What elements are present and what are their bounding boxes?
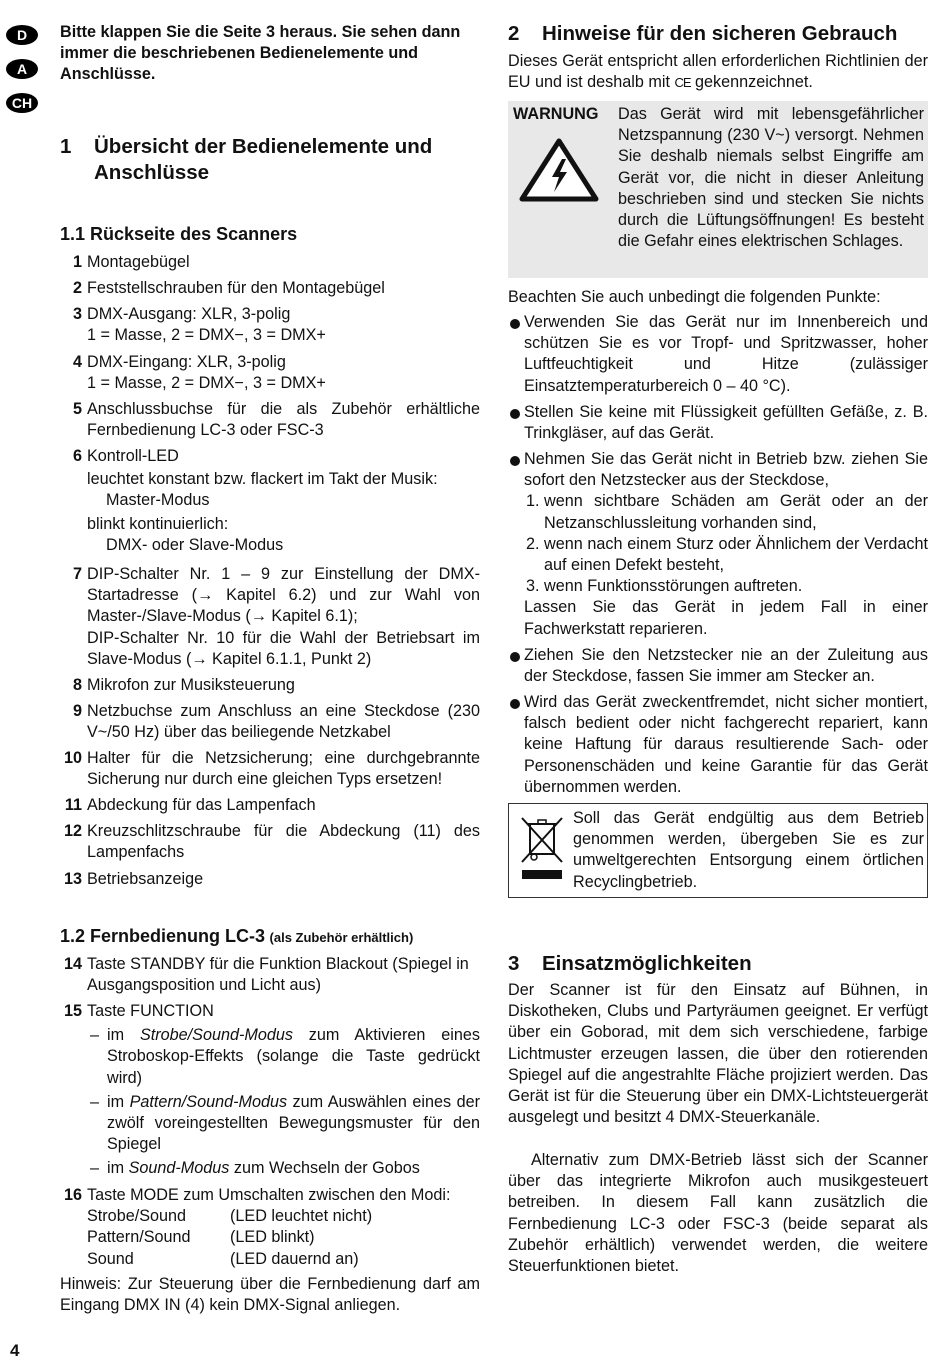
section-3-title: Einsatzmöglichkeiten xyxy=(542,952,752,975)
language-badge-a: A xyxy=(6,59,38,79)
list-item: 9 Netzbuchse zum Anschluss an eine Steckdose (230 V~/50 Hz) über das beiliegende Netzkabel xyxy=(72,702,480,742)
recycling-text: Soll das Gerät endgültig aus dem Betrieb genommen werden, übergeben Sie es zur umweltgerechten Entsorgung einem örtlichen Recyclingbetrieb. xyxy=(573,809,924,891)
list-item: 2 Feststellschrauben für den Montagebügel xyxy=(72,279,385,297)
list-item: 11 Abdeckung für das Lampenfach xyxy=(64,796,316,814)
bullet-item: Nehmen Sie das Gerät nicht in Betrieb bzw. ziehen Sie sofort den Netzstecker aus der Steckdose, 1. wenn sichtbare Schäden am Gerät oder an der Netzanschlussleitung vorhanden sind, 2. wenn nach einem Sturz oder Ähnlichem der Verdacht auf einen Defekt besteht, 3. wenn Funktionsstörungen auftreten. Lassen Sie das Gerät in jedem Fall in einer Fachwerkstatt reparieren. xyxy=(508,449,928,640)
list-item: 16 Taste MODE zum Umschalten zwischen den Modi: Strobe/Sound (LED leuchtet nicht) Pattern/Sound (LED blinkt) Sound (LED dauernd an) xyxy=(63,1186,451,1268)
warning-box xyxy=(508,101,928,278)
subsection-1-2-heading xyxy=(60,924,500,948)
section-2-intro: Dieses Gerät entspricht allen erforderlichen Richtlinien der EU und ist deshalb mit CE gekennzeichnet. xyxy=(508,52,928,92)
section-2-title: Hinweise für den sicheren Gebrauch xyxy=(542,22,898,45)
points-intro: Beachten Sie auch unbedingt die folgenden Punkte: xyxy=(508,288,881,306)
bullet-item: Verwenden Sie das Gerät nur im Innenbereich und schützen Sie es vor Tropf- und Spritzwasser, hoher Luftfeuchtigkeit und Hitze (zulässiger Einsatztemperaturbereich 0 – 40 °C). xyxy=(508,312,928,397)
warning-label: WARNUNG xyxy=(513,105,599,123)
list-item: 13 Betriebsanzeige xyxy=(63,870,204,888)
warning-text: Das Gerät wird mit lebensgefährlicher Netzspannung (230 V~) versorgt. Nehmen Sie deshalb niemals selbst Eingriffe am Gerät vor, die nicht in dieser Anleitung beschrieben sind und stecken Sie nichts durch die Lüftungsöffnungen! Es besteht die Gefahr eines elektrischen Schlages. xyxy=(618,105,924,251)
section-1-title: Übersicht der Bedienelemente und Anschlüsse xyxy=(94,135,433,184)
subsection-1-2-title: 1.2 Fernbedienung LC-3 xyxy=(60,926,266,946)
bullet-item: Ziehen Sie den Netzstecker nie an der Zuleitung aus der Steckdose, fassen Sie immer am Stecker an. xyxy=(508,645,928,687)
list-item: 12 Kreuzschlitzschraube für die Abdeckung (11) des Lampenfachs xyxy=(63,822,480,862)
section-3-paragraph-2: Alternativ zum DMX-Betrieb lässt sich der Scanner über das integrierte Mikrofon auch musikgesteuert betreiben. In diesem Fall kann zusätzlich die Fernbedienung LC-3 oder FSC-3 (beide separat als Zubehör erhältlich) verwendet werden, die weitere Steuerfunktionen bietet. xyxy=(508,1151,928,1276)
bullet-item: Stellen Sie keine mit Flüssigkeit gefüllten Gefäße, z. B. Trinkgläser, auf das Gerät. xyxy=(508,402,928,444)
language-badge-ch: CH xyxy=(6,93,38,113)
list-item: 14 Taste STANDBY für die Funktion Blackout (Spiegel in Ausgangsposition und Licht aus) xyxy=(63,955,469,995)
hint-text: Hinweis: Zur Steuerung über die Fernbedienung darf am Eingang DMX IN (4) kein DMX-Signal anliegen. xyxy=(60,1275,480,1315)
section-1-number: 1 xyxy=(60,135,72,158)
list-item: 5 Anschlussbuchse für die als Zubehör erhältliche Fernbedienung LC-3 oder FSC-3 xyxy=(72,400,480,440)
section-2-heading xyxy=(508,21,928,47)
list-item: 10 Halter für die Netzsicherung; eine durchgebrannte Sicherung nur durch eine gleichen Typs ersetzen! xyxy=(63,749,480,789)
list-item: 1 Montagebügel xyxy=(72,253,190,271)
list-item: 8 Mikrofon zur Musiksteuerung xyxy=(72,676,295,694)
list-item: 3 DMX-Ausgang: XLR, 3-polig 1 = Masse, 2 = DMX−, 3 = DMX+ xyxy=(72,305,326,345)
section-3-heading xyxy=(508,951,928,977)
section-3-paragraph-1: Der Scanner ist für den Einsatz auf Bühnen, in Diskotheken, Clubs und Partyräumen geeignet. Er verfügt über ein Goborad, mit dem sich verschiedene, farbige Lichtmuster erzeugen lassen, die über den rotierenden Spiegel auf die angestrahlte Fläche projiziert werden. Das Gerät ist für die Steuerung über ein DMX-Lichtsteuergerät ausgelegt und besitzt 4 DMX-Steuerkanäle. xyxy=(508,981,928,1127)
subsection-1-2-note: (als Zubehör erhältlich) xyxy=(269,930,414,945)
electric-hazard-icon xyxy=(518,137,600,203)
list-item: 4 DMX-Eingang: XLR, 3-polig 1 = Masse, 2 = DMX−, 3 = DMX+ xyxy=(72,353,326,393)
list-item: 15 Taste FUNCTION – im Strobe/Sound-Modus zum Aktivieren eines Stroboskop-Effekts (solange die Taste gedrückt wird) – im Pattern/Sound-Modus zum Auswählen eines der zwölf voreingestellten Bewegungsmuster für den Spiegel – im Sound-Modus zum Wechseln der Gobos xyxy=(63,1002,481,1178)
list-item: 7 DIP-Schalter Nr. 1 – 9 zur Einstellung der DMX-Startadresse (→ Kapitel 6.2) und zur Wahl von Master-/Slave-Modus (→ Kapitel 6.1); DIP-Schalter Nr. 10 für die Wahl der Betriebsart im Slave-Modus (→ Kapitel 6.1.1, Punkt 2) xyxy=(72,565,480,668)
language-badge-d: D xyxy=(6,25,38,45)
recycling-box xyxy=(508,803,928,898)
list-item: 6 Kontroll-LED leuchtet konstant bzw. flackert im Takt der Musik: Master-Modus blinkt kontinuierlich: DMX- oder Slave-Modus xyxy=(72,447,438,554)
ce-mark: CE xyxy=(674,75,691,91)
intro-text: Bitte klappen Sie die Seite 3 heraus. Sie sehen dann immer die beschriebenen Bedienelemente und Anschlüsse. xyxy=(60,23,461,84)
bullet-item: Wird das Gerät zweckentfremdet, nicht sicher montiert, falsch bedient oder nicht fachgerecht repariert, kann keine Haftung für daraus resultierende Sach- oder Personenschäden und keine Garantie für das Gerät übernommen werden. xyxy=(508,692,928,798)
section-2-number: 2 xyxy=(508,22,520,45)
section-3-number: 3 xyxy=(508,952,520,975)
subsection-1-1-title: 1.1 Rückseite des Scanners xyxy=(60,224,298,244)
page-number: 4 xyxy=(10,1341,20,1360)
section-1-heading xyxy=(60,134,480,186)
crossed-bin-icon xyxy=(518,814,566,886)
